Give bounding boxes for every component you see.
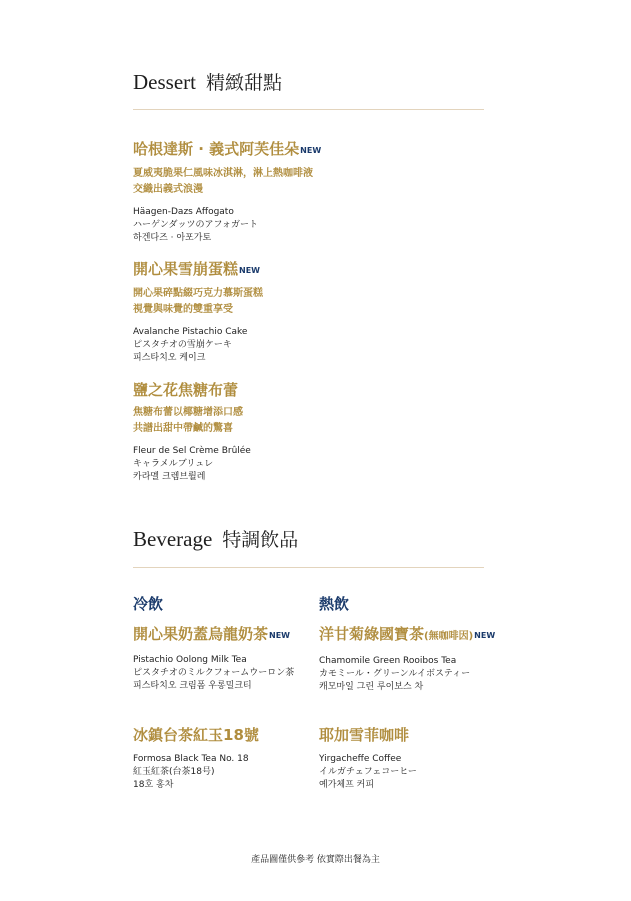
dessert-item-name-cn: 開心果雪崩蛋糕 <box>133 260 239 278</box>
dessert-item-description <box>133 166 503 198</box>
name-en: Avalanche Pistachio Cake <box>133 327 248 337</box>
hot-drink-yirgacheffe <box>319 725 519 792</box>
dessert-item-title <box>133 380 503 400</box>
dessert-item-title <box>133 139 503 161</box>
dessert-section-title <box>133 68 282 95</box>
beverage-divider <box>133 567 484 568</box>
description-line: 交織出義式浪漫 <box>133 184 203 195</box>
name-jp: キャラメルブリュレ <box>133 459 214 469</box>
name-kr: 피스타치오 케이크 <box>133 353 206 363</box>
drink-name-cn: 冰鎮台茶紅玉18號 <box>133 726 259 744</box>
beverage-title-cn: 特調飲品 <box>222 529 299 551</box>
drink-title <box>319 725 519 745</box>
description-line: 開心果碎點綴巧克力慕斯蛋糕 <box>133 288 263 299</box>
dessert-item-affogato <box>133 139 503 245</box>
drink-translations <box>133 753 333 792</box>
dessert-item-name-cn: 鹽之花焦糖布蕾 <box>133 381 239 399</box>
dessert-item-name-cn: 哈根達斯 · 義式阿芙佳朵 <box>133 140 300 158</box>
description-line: 夏威夷脆果仁風味冰淇淋，淋上熱咖啡液 <box>133 168 313 179</box>
name-en: Pistachio Oolong Milk Tea <box>133 655 247 665</box>
name-en: Häagen-Dazs Affogato <box>133 207 234 217</box>
name-jp: 紅玉紅茶(台茶18号) <box>133 767 215 777</box>
dessert-item-translations <box>133 206 503 245</box>
name-jp: カモミール・グリーンルイボスティー <box>319 669 471 679</box>
name-kr: 카라멜 크렘브륄레 <box>133 472 206 482</box>
name-en: Fleur de Sel Crème Brûlée <box>133 446 251 456</box>
name-kr: 18호 홍차 <box>133 780 174 790</box>
caffeine-free-note: (無咖啡因) <box>424 631 474 642</box>
drink-title <box>133 624 333 646</box>
name-jp: ハーゲンダッツのアフォガート <box>133 220 259 230</box>
beverage-title-en: Beverage <box>133 527 213 551</box>
dessert-item-creme-brulee <box>133 380 503 484</box>
name-en: Yirgacheffe Coffee <box>319 754 402 764</box>
name-kr: 피스타치오 크림폼 우롱밀크티 <box>133 681 252 691</box>
name-en: Formosa Black Tea No. 18 <box>133 754 249 764</box>
drink-name-cn: 耶加雪菲咖啡 <box>319 726 410 744</box>
drink-translations <box>319 655 519 694</box>
new-badge: NEW <box>269 631 290 640</box>
name-kr: 캐모마일 그린 루이보스 차 <box>319 682 424 692</box>
name-kr: 예가체프 커피 <box>319 780 375 790</box>
drink-translations <box>133 654 333 693</box>
new-badge: NEW <box>300 146 322 155</box>
dessert-item-description <box>133 405 503 437</box>
description-line: 共譜出甜中帶鹹的驚喜 <box>133 423 233 434</box>
drink-translations <box>319 753 519 792</box>
dessert-item-title <box>133 259 503 281</box>
hot-drink-chamomile-rooibos <box>319 624 519 694</box>
cold-drink-formosa-black-tea <box>133 725 333 792</box>
name-kr: 하겐다즈 · 아포가토 <box>133 233 212 243</box>
dessert-item-translations <box>133 445 503 484</box>
hot-drinks-heading: 熱飲 <box>319 595 350 613</box>
name-jp: ピスタチオのミルクフォームウーロン茶 <box>133 668 295 678</box>
dessert-item-translations <box>133 326 503 365</box>
dessert-divider <box>133 109 484 110</box>
name-jp: ピスタチオの雪崩ケーキ <box>133 340 232 350</box>
drink-title <box>319 624 519 647</box>
cold-drink-pistachio-oolong <box>133 624 333 693</box>
description-line: 焦糖布蕾以椰糖增添口感 <box>133 407 243 418</box>
name-en: Chamomile Green Rooibos Tea <box>319 656 457 666</box>
name-jp: イルガチェフェコーヒー <box>319 767 417 777</box>
description-line: 視覺與味覺的雙重享受 <box>133 304 233 315</box>
new-badge: NEW <box>474 631 496 640</box>
dessert-title-cn: 精緻甜點 <box>205 72 282 94</box>
drink-title <box>133 725 333 745</box>
dessert-title-en: Dessert <box>133 70 196 94</box>
footer-disclaimer: 產品圖僅供參考 依實際出餐為主 <box>251 855 380 865</box>
drink-name-cn: 開心果奶蓋烏龍奶茶 <box>133 625 269 643</box>
dessert-item-description <box>133 286 503 318</box>
drink-name-cn: 洋甘菊綠國寶茶 <box>319 625 425 643</box>
dessert-item-pistachio-cake <box>133 259 503 365</box>
beverage-section-title <box>133 525 298 552</box>
cold-drinks-heading: 冷飲 <box>133 595 164 613</box>
new-badge: NEW <box>239 266 260 275</box>
